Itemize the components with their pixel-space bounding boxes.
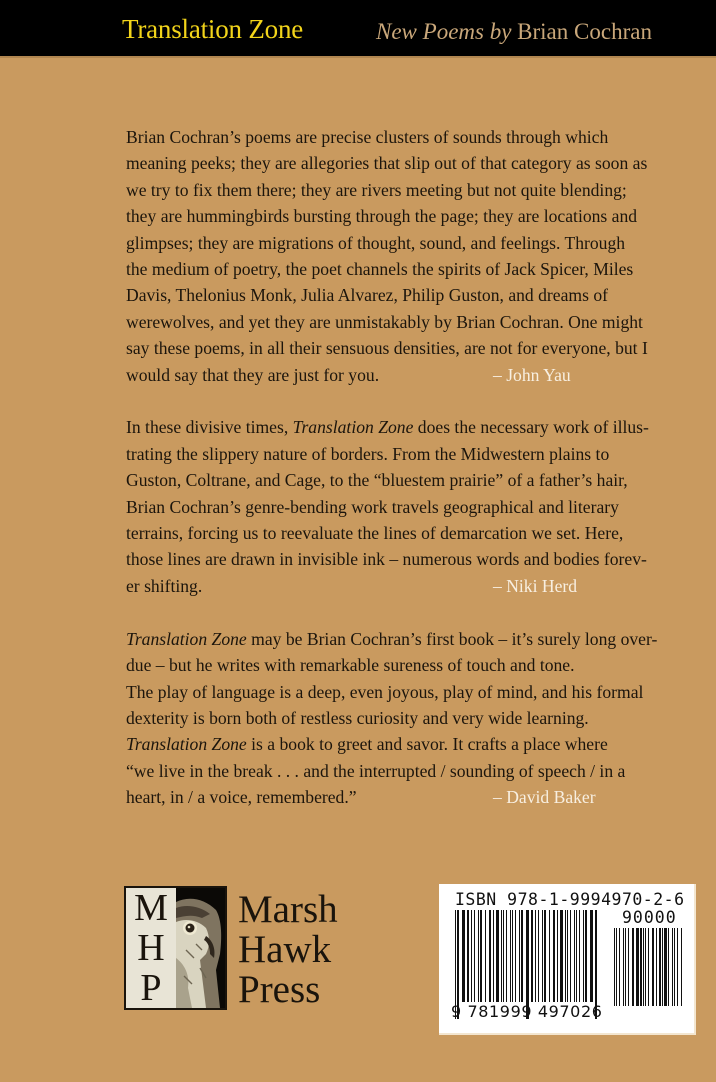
blurb-attribution: – David Baker <box>493 787 596 808</box>
blurb-line: say these poems, in all their sensuous densities, are not for everyone, but I <box>126 338 648 359</box>
barcode-bar <box>619 928 620 1006</box>
barcode-bar <box>538 910 539 1002</box>
barcode-bar <box>512 910 513 1002</box>
blurb <box>126 626 666 811</box>
barcode-bar <box>567 910 568 1002</box>
barcode-bar <box>478 910 479 1002</box>
barcode-bar <box>462 910 465 1002</box>
barcode-bar <box>549 910 550 1002</box>
barcode-bar <box>677 928 678 1006</box>
blurb-line: terrains, forcing us to reevaluate the lines of demarcation we set. Here, <box>126 523 624 544</box>
barcode-bar <box>576 910 577 1002</box>
monogram-letter: P <box>140 967 162 1009</box>
barcode-bar <box>674 928 675 1006</box>
barcode-bar <box>506 910 507 1002</box>
barcode-bar <box>531 910 533 1002</box>
blurb-line: due – but he writes with remarkable sureness of touch and tone. <box>126 655 575 676</box>
blurb <box>126 414 666 599</box>
blurb-line: glimpses; they are migrations of thought, sound, and feelings. Through <box>126 232 626 253</box>
barcode-bar <box>579 910 580 1002</box>
blurb-line: werewolves, and yet they are unmistakably by Brian Cochran. One might <box>126 311 643 332</box>
blurb-line: Brian Cochran’s genre-bending work travels geographical and literary <box>126 496 619 517</box>
barcode-bar <box>656 928 657 1006</box>
isbn-label: ISBN 978-1-9994970-2-6 <box>455 890 685 909</box>
author-name: Brian Cochran <box>517 19 652 44</box>
barcode-bar <box>535 910 536 1002</box>
barcode-bar <box>645 928 646 1006</box>
blurb-line: The play of language is a deep, even joyous, play of mind, and his formal <box>126 681 644 702</box>
book-subtitle <box>376 19 652 45</box>
publisher-name-line: Hawk <box>238 928 332 971</box>
barcode-bar <box>616 928 617 1006</box>
blurb-line: Translation Zone may be Brian Cochran’s first book – it’s surely long over- <box>126 628 658 649</box>
barcode-bar <box>480 910 482 1002</box>
book-title: Translation Zone <box>122 14 304 44</box>
barcode-bar <box>648 928 649 1006</box>
blurb-line: “we live in the break . . . and the interrupted / sounding of speech / in a <box>126 760 626 781</box>
blurb-line: Brian Cochran’s poems are precise clusters of sounds through which <box>126 127 609 147</box>
barcode-bar <box>614 928 615 1006</box>
barcode-bar <box>590 910 593 1002</box>
blurb-line: would say that they are just for you. – John Yau <box>126 362 666 388</box>
blurb-line: In these divisive times, Translation Zone does the necessary work of illus- <box>126 417 649 438</box>
barcode-bar <box>565 910 566 1002</box>
blurb-line: dexterity is born both of restless curiosity and very wide learning. <box>126 707 589 728</box>
blurb-attribution: – John Yau <box>493 364 571 385</box>
header-bar <box>0 0 716 58</box>
barcode-bar <box>636 928 639 1006</box>
publisher-logo <box>124 886 227 1010</box>
barcode-bar <box>553 910 555 1002</box>
barcode-bar <box>496 910 499 1002</box>
barcode-bar <box>503 910 504 1002</box>
barcode-bar <box>542 910 543 1002</box>
barcode-bar <box>519 910 520 1002</box>
book-title-italic: Translation Zone <box>292 417 414 438</box>
blurb-line: heart, in / a voice, remembered.” – David Baker <box>126 784 666 810</box>
barcode-bar <box>474 910 475 1002</box>
barcode-bar <box>640 928 642 1006</box>
blurb-line: meaning peeks; they are allegories that slip out of that category as soon as <box>126 153 648 174</box>
barcode-bar <box>485 910 486 1002</box>
subtitle-prefix: New Poems by <box>376 19 512 44</box>
barcode-bar <box>544 910 546 1002</box>
book-title-italic: Translation Zone <box>126 628 247 649</box>
barcode-bar <box>623 928 624 1006</box>
blurb-line: trating the slippery nature of borders. From the Midwestern plains to <box>126 443 610 464</box>
barcode-bar <box>557 910 558 1002</box>
blurb-line: we try to fix them there; they are rivers meeting but not quite blending; <box>126 179 627 200</box>
hawk-icon <box>176 888 225 1008</box>
barcode-bar <box>681 928 682 1006</box>
blurb <box>126 124 666 388</box>
book-title-italic: Translation Zone <box>126 734 247 755</box>
barcode-bar <box>652 928 654 1006</box>
barcode-bar <box>585 910 587 1002</box>
barcode-bar <box>659 928 661 1006</box>
barcode-bar <box>493 910 494 1002</box>
barcode-bar <box>628 928 629 1006</box>
barcode-bar <box>664 928 667 1006</box>
blurb-line: they are hummingbirds bursting through the page; they are locations and <box>126 206 638 227</box>
blurb-line: Guston, Coltrane, and Cage, to the “bluestem prairie” of a father’s hair, <box>126 470 628 491</box>
barcode-bar <box>625 928 626 1006</box>
logo-monogram <box>126 888 176 1008</box>
blurb-line: Davis, Thelonius Monk, Julia Alvarez, Philip Guston, and dreams of <box>126 285 608 306</box>
isbn-barcode <box>439 884 696 1035</box>
barcode-bar <box>570 910 571 1002</box>
barcode-bar <box>643 928 644 1006</box>
publisher-name <box>238 890 338 1010</box>
blurb-line: Translation Zone is a book to greet and savor. It crafts a place where <box>126 734 608 755</box>
monogram-letter: M <box>134 887 168 929</box>
barcode-bar <box>489 910 491 1002</box>
barcode-bar <box>515 910 516 1002</box>
ean-digits: 9 781999 497026 <box>451 1002 603 1021</box>
barcode-bar <box>467 910 469 1002</box>
barcode-bar <box>510 910 511 1002</box>
publisher-name-line: Press <box>238 968 321 1011</box>
blurb-line: er shifting. – Niki Herd <box>126 573 666 599</box>
barcode-bar <box>632 928 634 1006</box>
barcode-bar <box>501 910 502 1002</box>
blurb-attribution: – Niki Herd <box>493 575 578 596</box>
barcode-bar <box>672 928 673 1006</box>
barcode-bar <box>560 910 563 1002</box>
barcode-bar <box>521 910 523 1002</box>
barcode-bar <box>583 910 584 1002</box>
blurb-line: those lines are drawn in invisible ink – numerous words and bodies forev- <box>126 549 647 570</box>
barcode-bar <box>471 910 472 1002</box>
blurb-line: the medium of poetry, the poet channels the spirits of Jack Spicer, Miles <box>126 259 634 280</box>
price-code: 90000 <box>622 908 677 927</box>
publisher-name-line: Marsh <box>238 888 338 931</box>
blurbs-section <box>126 124 666 837</box>
monogram-letter: H <box>137 927 165 969</box>
barcode-bar <box>668 928 669 1006</box>
barcode-bar <box>574 910 575 1002</box>
barcode-bar <box>662 928 663 1006</box>
